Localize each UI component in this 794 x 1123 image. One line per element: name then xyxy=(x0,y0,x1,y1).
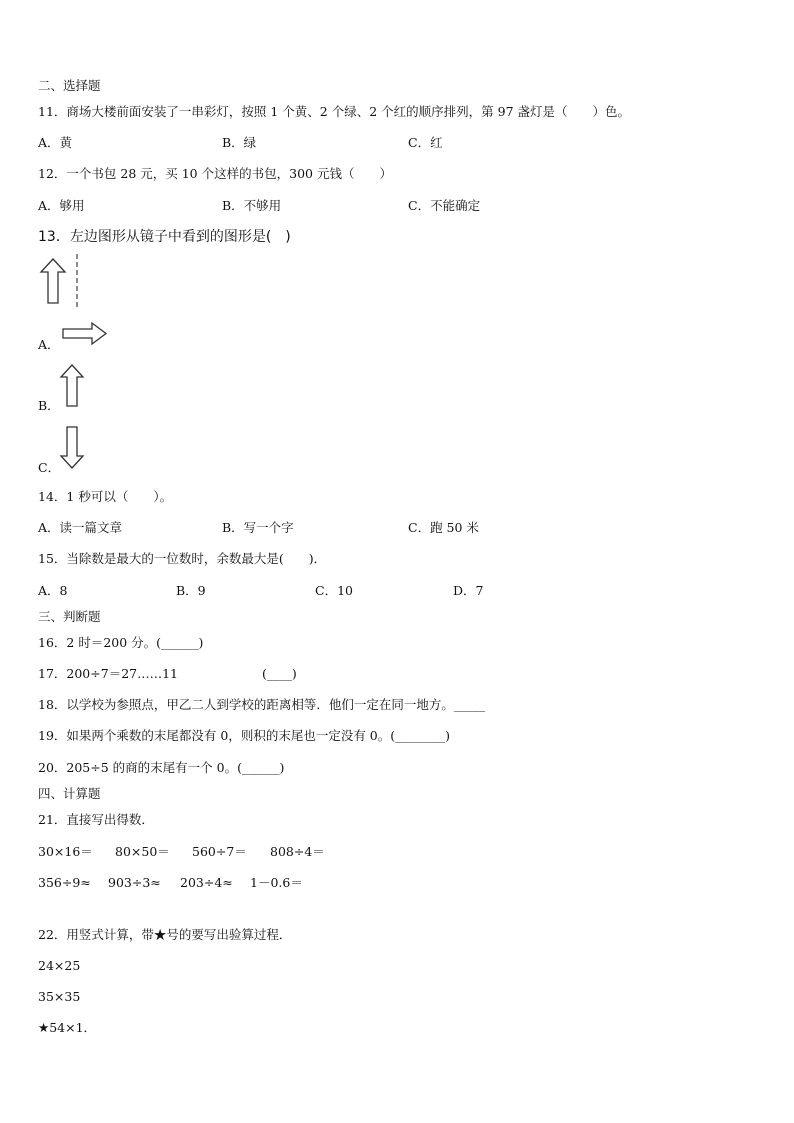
mirror-line xyxy=(75,254,79,310)
q13-option-a[interactable]: A． xyxy=(38,337,60,352)
arrow-up-icon[interactable] xyxy=(60,364,86,408)
question-15-stem: 15．当除数是最大的一位数时，余数最大是( )． xyxy=(38,551,327,566)
question-20-stem: 20．205÷5 的商的末尾有一个 0。(______) xyxy=(38,760,285,775)
q11-option-b[interactable]: B．绿 xyxy=(222,135,257,150)
q14-option-c[interactable]: C．跑 50 米 xyxy=(408,520,479,535)
q17-answer-blank[interactable]: (____) xyxy=(262,666,297,681)
q21-item: 30×16＝ xyxy=(38,844,93,859)
question-18-stem: 18．以学校为参照点，甲乙二人到学校的距离相等．他们一定在同一地方。_____ xyxy=(38,697,486,712)
original-arrow-up-icon xyxy=(40,258,70,306)
q21-item: 203÷4≈ xyxy=(180,875,233,890)
q21-item: 560÷7＝ xyxy=(192,844,247,859)
q21-item: 356÷9≈ xyxy=(38,875,91,890)
question-21-stem: 21．直接写出得数． xyxy=(38,812,154,827)
q11-option-a[interactable]: A．黄 xyxy=(38,135,73,150)
q22-item: 24×25 xyxy=(38,958,81,973)
q14-option-a[interactable]: A．读一篇文章 xyxy=(38,520,123,535)
q15-option-a[interactable]: A．8 xyxy=(38,583,68,598)
question-22-stem: 22．用竖式计算，带★号的要写出验算过程． xyxy=(38,927,292,942)
q15-option-d[interactable]: D．7 xyxy=(453,583,484,598)
question-12-stem: 12．一个书包 28 元，买 10 个这样的书包，300 元钱（ ） xyxy=(38,166,392,181)
question-13-stem: 13．左边图形从镜子中看到的图形是( ) xyxy=(38,229,291,245)
question-16-stem: 16．2 时＝200 分。(______) xyxy=(38,635,204,650)
section-heading-calc: 四、计算题 xyxy=(38,786,101,801)
arrow-down-icon[interactable] xyxy=(60,426,86,470)
section-heading-choice: 二、选择题 xyxy=(38,78,101,93)
question-14-stem: 14．1 秒可以（ ）。 xyxy=(38,489,173,504)
q13-option-b[interactable]: B． xyxy=(38,398,60,413)
q21-item: 80×50＝ xyxy=(115,844,170,859)
q14-option-b[interactable]: B．写一个字 xyxy=(222,520,294,535)
q11-option-c[interactable]: C．红 xyxy=(408,135,443,150)
q12-option-a[interactable]: A．够用 xyxy=(38,198,85,213)
q21-item: 903÷3≈ xyxy=(108,875,161,890)
question-17-stem: 17．200÷7＝27……11 xyxy=(38,666,179,681)
q12-option-c[interactable]: C．不能确定 xyxy=(408,198,481,213)
q22-item: 35×35 xyxy=(38,989,81,1004)
q13-option-c[interactable]: C． xyxy=(38,460,61,475)
q22-item: ★54×1． xyxy=(38,1020,97,1035)
q15-option-b[interactable]: B．9 xyxy=(176,583,206,598)
q21-item: 808÷4＝ xyxy=(270,844,325,859)
arrow-right-icon[interactable] xyxy=(62,322,108,346)
question-19-stem: 19．如果两个乘数的末尾都没有 0，则积的末尾也一定没有 0。(________) xyxy=(38,728,451,743)
q12-option-b[interactable]: B．不够用 xyxy=(222,198,282,213)
section-heading-judge: 三、判断题 xyxy=(38,609,101,624)
q21-item: 1－0.6＝ xyxy=(250,875,303,890)
q15-option-c[interactable]: C．10 xyxy=(315,583,353,598)
question-11-stem: 11．商场大楼前面安装了一串彩灯，按照 1 个黄、2 个绿、2 个红的顺序排列，第 97 盏灯是（ ）色。 xyxy=(38,104,631,119)
